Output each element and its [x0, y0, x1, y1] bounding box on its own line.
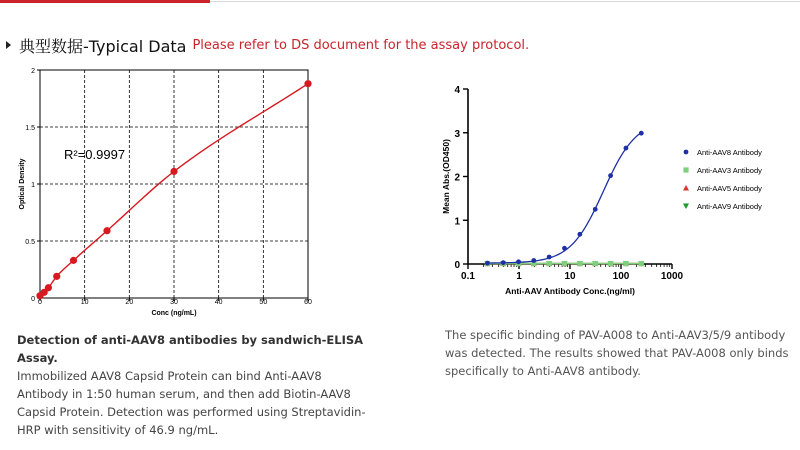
x-tick-label: 1: [516, 271, 522, 282]
x-tick-label: 60: [304, 299, 312, 306]
data-point: [577, 261, 582, 266]
data-point: [170, 168, 177, 175]
data-point: [485, 261, 490, 266]
x-axis-label: Anti-AAV Antibody Conc.(ng/ml): [505, 286, 635, 296]
specificity-caption: The specific binding of PAV-A008 to Anti-AAV3/5/9 antibody was detected. The results showed that PAV-A008 only binds specifically to Anti-AAV8 antibody.: [445, 328, 789, 378]
data-point: [577, 232, 582, 237]
data-point: [53, 273, 60, 280]
y-axis-label: Mean Abs.(OD450): [441, 139, 451, 214]
data-point: [547, 255, 552, 260]
header-accent-bar: [0, 0, 210, 3]
section-title: 典型数据-Typical Data: [19, 36, 187, 56]
data-point: [516, 259, 521, 264]
data-point: [304, 80, 311, 87]
section-header: [6, 34, 529, 56]
y-tick-label: 2: [31, 68, 35, 75]
x-tick-label: 100: [612, 271, 630, 282]
x-tick-label: 20: [125, 299, 134, 306]
standard-curve-caption: [17, 331, 367, 439]
data-point: [70, 257, 77, 264]
y-tick-label: 0: [454, 260, 460, 271]
legend-label: Anti-AAV8 Antibody: [697, 148, 762, 157]
data-point: [562, 246, 567, 251]
y-tick-label: 1.5: [25, 125, 35, 132]
data-point: [623, 261, 628, 266]
y-tick-label: 0: [31, 296, 35, 303]
legend-marker: [683, 185, 689, 191]
data-point: [639, 131, 644, 136]
legend-label: Anti-AAV9 Antibody: [697, 202, 762, 211]
x-tick-label: 10: [80, 299, 89, 306]
legend-marker: [684, 150, 689, 155]
legend-marker: [683, 167, 688, 172]
data-point: [562, 261, 567, 266]
series-line-aav8: [487, 133, 641, 263]
y-tick-label: 0.5: [25, 239, 35, 246]
data-point: [593, 207, 598, 212]
x-tick-label: 1000: [660, 271, 684, 282]
x-tick-label: 10: [564, 271, 576, 282]
x-tick-label: 50: [259, 299, 268, 306]
x-tick-label: 0: [38, 299, 42, 306]
data-point: [547, 261, 552, 266]
legend-label: Anti-AAV5 Antibody: [697, 184, 762, 193]
legend-label: Anti-AAV3 Antibody: [697, 166, 762, 175]
legend-marker: [683, 204, 689, 210]
bullet-triangle-icon: [6, 41, 11, 49]
data-point: [501, 260, 506, 265]
y-tick-label: 2: [454, 172, 460, 184]
r-squared-annotation: R²=0.9997: [64, 147, 126, 162]
x-tick-label: 0.1: [461, 271, 475, 282]
x-tick-label: 30: [170, 299, 178, 306]
data-point: [531, 258, 536, 263]
protocol-note: Please refer to DS document for the assay protocol.: [192, 37, 530, 53]
y-axis-label: Optical Density: [19, 158, 26, 210]
y-tick-label: 4: [454, 85, 460, 96]
data-point: [608, 261, 613, 266]
data-point: [608, 173, 613, 178]
y-tick-label: 1: [31, 182, 35, 189]
data-point: [639, 261, 644, 266]
data-point: [593, 261, 598, 266]
data-point: [624, 146, 629, 151]
header-divider: [210, 1, 800, 2]
caption-title: Detection of anti-AAV8 antibodies by sandwich-ELISA Assay.: [17, 333, 364, 365]
data-point: [45, 284, 52, 291]
y-tick-label: 3: [454, 128, 460, 140]
x-axis-label: Conc (ng/mL): [151, 310, 197, 317]
y-tick-label: 1: [454, 216, 460, 228]
caption-body: Immobilized AAV8 Capsid Protein can bind Anti-AAV8 Antibody in 1:50 human serum, and then add Biotin-AAV8 Capsid Protein. Detection was performed using Streptavidin-HRP with sensitivity of 46.9 ng/mL.: [17, 369, 366, 437]
standard-curve-chart: [12, 62, 342, 317]
x-tick-label: 40: [214, 299, 223, 306]
data-point: [103, 227, 110, 234]
specificity-chart: [440, 78, 790, 303]
